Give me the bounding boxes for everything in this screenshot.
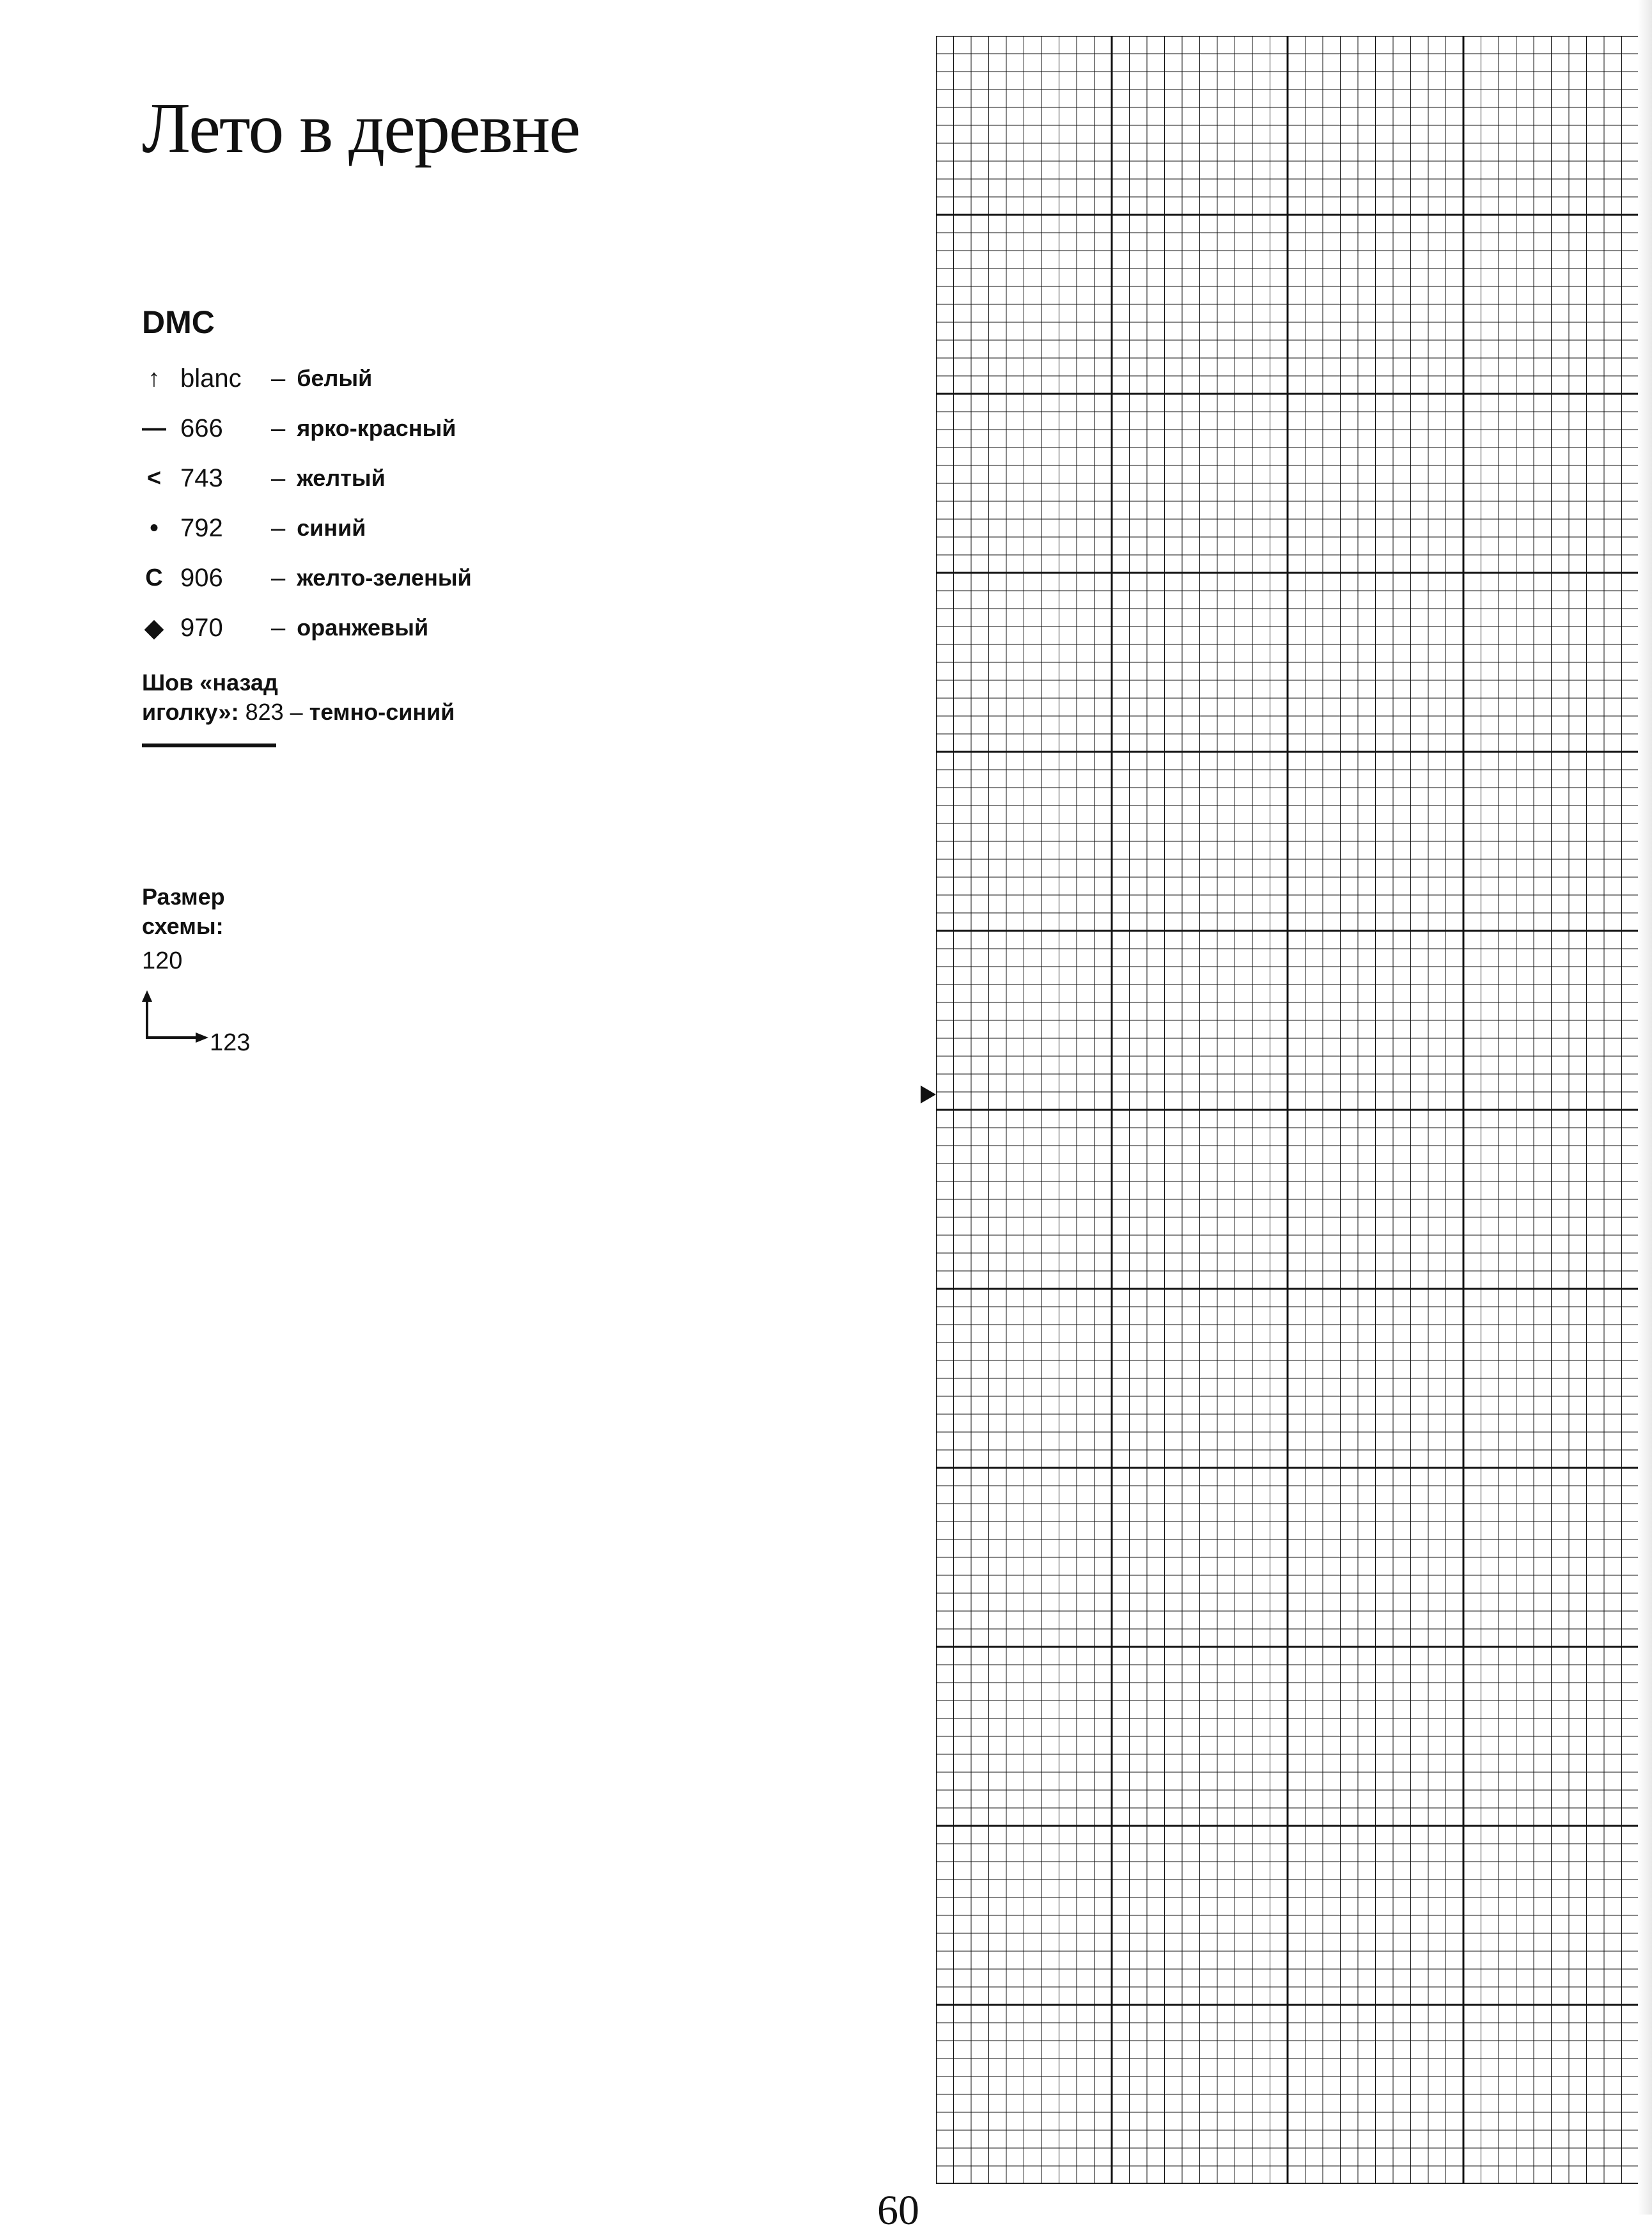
color-name: желтый [297,465,386,491]
less-than-icon: < [146,464,162,492]
size-label [142,882,225,941]
dash-icon: — [142,414,166,442]
separator: – [271,463,286,492]
legend-item [142,453,589,503]
size-label-line1: Размер [142,884,225,910]
legend-item [142,503,589,553]
color-name: синий [297,515,366,541]
size-rows-value: 120 [142,947,183,974]
c-symbol-icon: C [145,564,163,591]
separator: – [271,364,286,393]
separator: – [271,414,286,442]
backstitch-label-line2: иголку»: [142,699,239,725]
thread-code: 970 [180,613,223,642]
thread-code: 666 [180,414,223,442]
size-label-line2: схемы: [142,913,224,939]
separator: – [271,613,286,642]
size-cols-value: 123 [210,1029,251,1056]
arrow-up-icon: ↑ [148,364,160,392]
separator: – [271,513,286,542]
thread-code: 792 [180,513,223,542]
color-name: желто-зеленый [297,565,472,591]
separator: – [290,699,303,725]
backstitch-color-name: темно-синий [309,699,455,725]
legend-item [142,354,589,403]
thread-code: 743 [180,463,223,492]
page-title: Лето в деревне [142,89,580,168]
cross-stitch-chart [936,36,1639,2184]
color-legend [142,304,589,653]
separator: – [271,563,286,592]
color-name: оранжевый [297,614,429,641]
backstitch-code: 823 [245,699,284,725]
page-number: 60 [877,2187,919,2234]
backstitch-note [142,668,455,727]
legend-item [142,553,589,603]
dot-icon: • [150,514,159,541]
diamond-icon: ◆ [144,614,164,642]
page-edge-shadow [1638,0,1652,2215]
thread-code: blanc [180,364,242,393]
legend-item [142,603,589,653]
color-name: белый [297,365,373,391]
backstitch-line-sample [142,744,276,747]
color-name: ярко-красный [297,415,456,441]
backstitch-label-line1: Шов «назад [142,669,278,696]
legend-heading: DMC [142,304,215,340]
legend-item [142,403,589,453]
size-axes-icon [139,988,210,1045]
center-marker-icon [921,1086,936,1103]
thread-code: 906 [180,563,223,592]
